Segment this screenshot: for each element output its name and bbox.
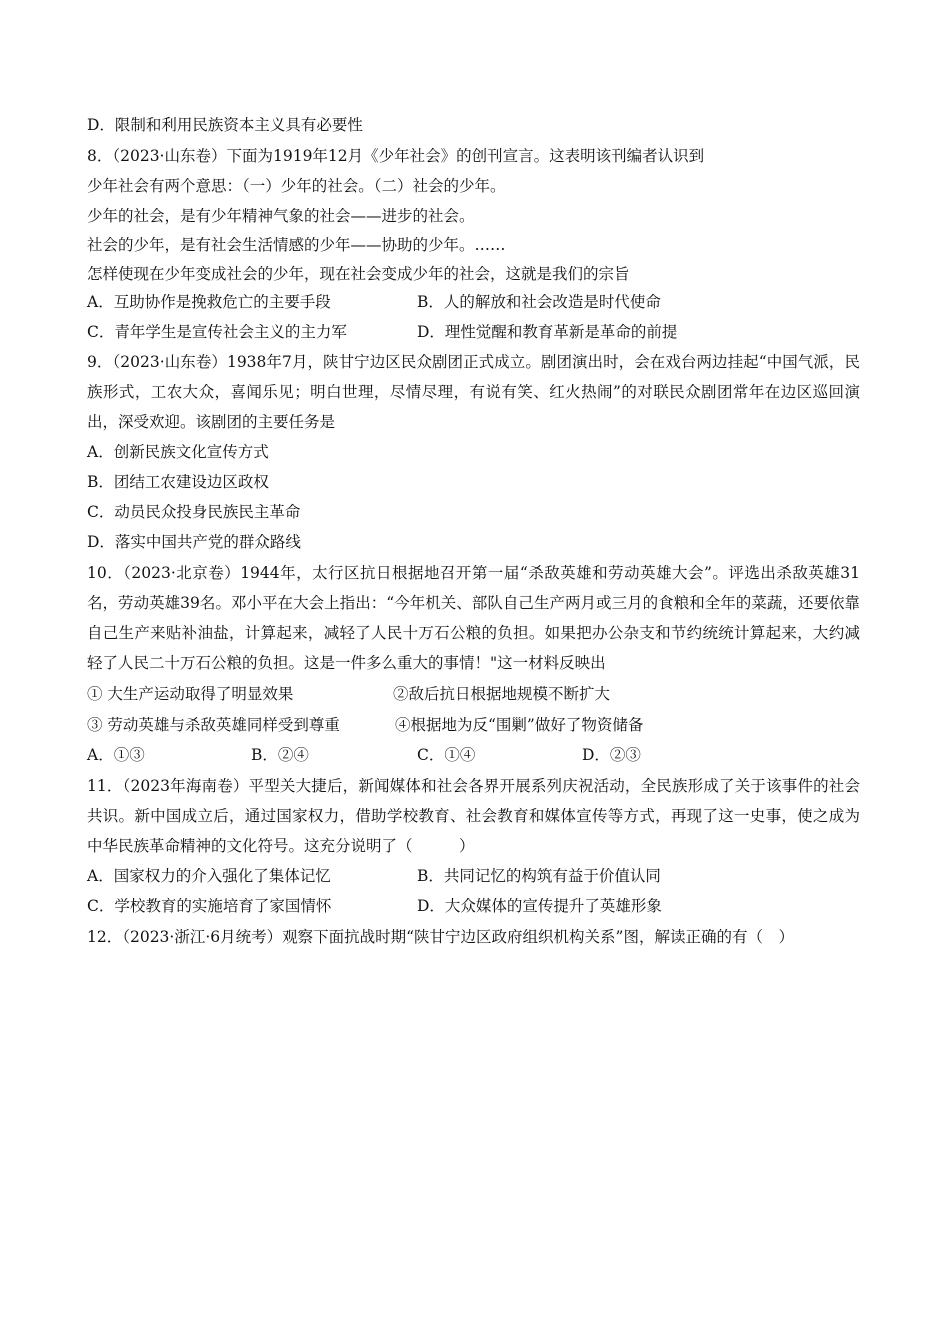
q8-quote-line-4: 怎样使现在少年变成社会的少年，现在社会变成少年的社会，这就是我们的宗旨 bbox=[87, 265, 630, 283]
q8-quote-line-1: 少年社会有两个意思：（一）少年的社会。（二）社会的少年。 bbox=[87, 177, 506, 195]
q8-stem: 8．（2023·山东卷）下面为1919年12月《少年社会》的创刊宣言。这表明该刊编者认识到 bbox=[87, 147, 705, 165]
q11-option-a: A．国家权力的介入强化了集体记忆 bbox=[87, 867, 331, 885]
q11-option-c: C．学校教育的实施培育了家国情怀 bbox=[87, 897, 332, 915]
q8-option-a: A．互助协作是挽救危亡的主要手段 bbox=[87, 293, 331, 311]
q9-stem: 9．（2023·山东卷）1938年7月，陕甘宁边区民众剧团正式成立。剧团演出时，会在戏台两边挂起“中国气派，民族形式，工农大众，喜闻乐见；明白世理，尽情尽理，有说有笑、红火热闹”的对联民众剧团常年在边区巡回演出，深受欢迎。该剧团的主要任务是 bbox=[87, 353, 860, 431]
q11-stem: 11．（2023年海南卷）平型关大捷后，新闻媒体和社会各界开展系列庆祝活动，全民族形成了关于该事件的社会共识。新中国成立后，通过国家权力，借助学校教育、社会教育和媒体宣传等方式，再现了这一史事，使之成为中华民族革命精神的文化符号。这充分说明了（ ） bbox=[87, 777, 860, 855]
q11-option-b: B．共同记忆的构筑有益于价值认同 bbox=[417, 867, 661, 885]
q10-option-c: C．①④ bbox=[417, 746, 476, 764]
q10-stem: 10．（2023·北京卷）1944年，太行区抗日根据地召开第一届“杀敌英雄和劳动英雄大会”。评选出杀敌英雄31名，劳动英雄39名。邓小平在大会上指出：“今年机关、部队自己生产两月或三月的食粮和全年的菜蔬，还要依靠自己生产来贴补油盐，计算起来，减轻了人民十万石公粮的负担。如果把办公杂支和节约统统计算起来，大约减轻了人民二十万石公粮的负担。这是一件多么重大的事情！"这一材料反映出 bbox=[87, 564, 860, 672]
q7-option-d: D．限制和利用民族资本主义具有必要性 bbox=[87, 116, 363, 134]
q9-option-a: A．创新民族文化宣传方式 bbox=[87, 443, 269, 461]
q10-item-2: ②敌后抗日根据地规模不断扩大 bbox=[393, 685, 611, 703]
q8-option-c: C．青年学生是宣传社会主义的主力军 bbox=[87, 323, 347, 341]
q9-option-b: B．团结工农建设边区政权 bbox=[87, 473, 269, 491]
q10-item-4: ④根据地为反“围剿”做好了物资储备 bbox=[395, 716, 644, 734]
q9-option-d: D．落实中国共产党的群众路线 bbox=[87, 533, 301, 551]
q10-option-a: A．①③ bbox=[87, 746, 145, 764]
q8-option-d: D．理性觉醒和教育革新是革命的前提 bbox=[417, 323, 678, 341]
q10-item-1: ① 大生产运动取得了明显效果 bbox=[87, 685, 294, 703]
q11-option-d: D．大众媒体的宣传提升了英雄形象 bbox=[417, 897, 662, 915]
q10-option-b: B．②④ bbox=[251, 746, 309, 764]
q12-stem: 12．（2023·浙江·6月统考）观察下面抗战时期“陕甘宁边区政府组织机构关系”图，解读正确的有（ ） bbox=[87, 928, 794, 946]
q10-item-3: ③ 劳动英雄与杀敌英雄同样受到尊重 bbox=[87, 716, 340, 734]
q10-option-d: D．②③ bbox=[582, 746, 641, 764]
q8-option-b: B．人的解放和社会改造是时代使命 bbox=[417, 293, 661, 311]
q8-quote-line-3: 社会的少年，是有社会生活情感的少年——协助的少年。…… bbox=[87, 236, 506, 254]
q9-option-c: C．动员民众投身民族民主革命 bbox=[87, 503, 301, 521]
q8-quote-line-2: 少年的社会，是有少年精神气象的社会——进步的社会。 bbox=[87, 207, 475, 225]
